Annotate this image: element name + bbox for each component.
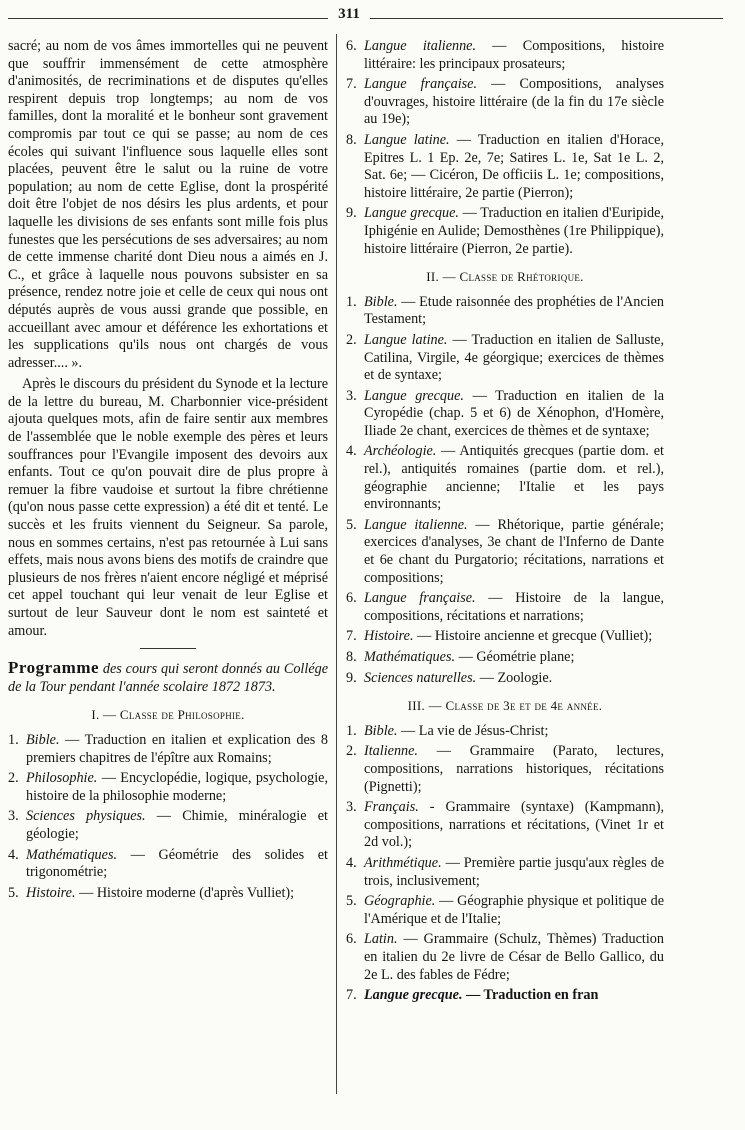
list-item: 1. Bible. — Traduction en italien et explication des 8 premiers chapitres de l'épître aux Romains; [8, 731, 328, 766]
list-item: 2. Langue latine. — Traduction en italien de Salluste, Catilina, Virgile, 4e géorgique; exercices de thèmes et de syntaxe; [346, 331, 664, 384]
list-item: 5. Géographie. — Géographie physique et politique de l'Amérique et de l'Italie; [346, 893, 664, 927]
list-item: 1. Bible. — La vie de Jésus-Christ; [346, 722, 549, 739]
list-item: 3. Français. - Grammaire (syntaxe) (Kampmann), compositions, narrations et récitations, (Vinet 1r et 2d vol.); [346, 799, 664, 851]
right-column [346, 38, 664, 1008]
philosophie-list-continued [346, 38, 664, 258]
programme-heading [8, 659, 328, 696]
list-item: 7. Langue française. — Compositions, analyses d'ouvrages, histoire littéraire (de la fin du 17e siècle au 19e); [346, 76, 664, 128]
list-item: 6. Latin. — Grammaire (Schulz, Thèmes) Traduction en italien du 2e livre de César de Bello Gallico, du 2e L. des fables de Fédre; [346, 931, 664, 983]
narrative-paragraph: Après le discours du président du Synode et la lecture de la lettre du bureau, M. Charbonnier vice-président ajouta quelques mots, afin de faire sentir aux membres de l'assemblée que le noble exemple des pères et leurs souffrances pour l'Evangile imposent des devoirs aux enfants. Tout ce qu'on pouvait dire de plus propre à remuer la fibre vaudoise et surtout la fibre chrétienne (qu'on nous passe cette expression) a été dit et tenté. Le succès et les fruits viennent du Seigneur. Sa parole, nous en sommes certains, n'est pas retournée à Lui sans effets, mais nous avons biens des motifs de craindre que plusieurs de nos frères n'aient encore négligé et méprisé cet appel touchant qui leur venait de leur Eglise et surtout de leur Sauveur dont le nom est sainteté et amour. [8, 376, 328, 639]
section-heading-rhetorique: II. — Classe de Rhétorique. [426, 269, 584, 285]
header-rule-left [8, 18, 328, 19]
classe-3e-4e-list [346, 723, 664, 1005]
list-item: 9. Langue grecque. — Traduction en italien d'Euripide, Iphigénie en Aulide; Demosthènes (1re Philippique), histoire littéraire (Pierron, 2e partie). [346, 205, 664, 257]
section-separator [140, 648, 196, 649]
list-item: 7. Histoire. — Histoire ancienne et grecque (Vulliet); [346, 628, 653, 645]
list-item: 8. Langue latine. — Traduction en italien d'Horace, Epitres L. 1 Ep. 2e, 7e; Satires L. 1e, Sat 1e L. 2, Sat. 6e; — Cicéron, De officiis L. 1e; compositions, histoire littéraire, 2e partie (Pierron); [346, 131, 664, 201]
list-item: 6. Langue française. — Histoire de la langue, compositions, récitations et narrations; [346, 590, 664, 624]
list-item: 3. Sciences physiques. — Chimie, minéralogie et géologie; [8, 808, 328, 842]
rhetorique-list [346, 294, 664, 687]
programme-word: Programme [8, 658, 100, 678]
section-heading-3e-4e: III. — Classe de 3e et de 4e année. [407, 698, 603, 714]
list-item: 4. Archéologie. — Antiquités grecques (partie dom. et rel.), antiquités romaines (partie dom. et rel.), géographie ancienne; l'Italie et les pays environnants; [346, 443, 664, 513]
list-item: 2. Philosophie. — Encyclopédie, logique, psychologie, histoire de la philosophie moderne; [8, 770, 328, 804]
list-item: 2. Italienne. — Grammaire (Parato, lectures, compositions, narrations historiques, récitations (Pignetti); [346, 743, 664, 795]
section-heading-philosophie: I. — Classe de Philosophie. [91, 707, 245, 723]
list-item: 6. Langue italienne. — Compositions, histoire littéraire: les principaux prosateurs; [346, 38, 664, 72]
list-item: 4. Arithmétique. — Première partie jusqu'aux règles de trois, inclusivement; [346, 854, 664, 889]
list-item: 3. Langue grecque. — Traduction en italien de la Cyropédie (chap. 5 et 6) de Xénophon, d'Homère, Iliade 2e chant, exercices de thèmes et de syntaxe; [346, 387, 664, 439]
page-header [8, 6, 723, 28]
header-rule-right [370, 18, 723, 19]
page-number: 311 [338, 6, 360, 22]
list-item: 5. Langue italienne. — Rhétorique, partie générale; exercices d'analyses, 3e chant de l'Inferno de Dante et 6e chant du Purgatorio; récitations, narrations et compositions; [346, 516, 664, 586]
list-item: 5. Histoire. — Histoire moderne (d'après Vulliet); [8, 884, 295, 901]
list-item: 1. Bible. — Etude raisonnée des prophéties de l'Ancien Testament; [346, 293, 664, 328]
list-item: 9. Sciences naturelles. — Zoologie. [346, 669, 553, 686]
list-item: 7. Langue grecque. — Traduction en fran [346, 987, 599, 1004]
list-item: 8. Mathématiques. — Géométrie plane; [346, 649, 575, 665]
left-column [8, 38, 328, 905]
list-item: 4. Mathématiques. — Géométrie des solides et trigonométrie; [8, 846, 328, 881]
column-divider [336, 34, 337, 1094]
philosophie-list [8, 732, 328, 902]
letter-continuation: sacré; au nom de vos âmes immortelles qui ne peuvent que souffrir immensément de cette atmosphère d'animosités, de recriminations et de disputes qu'elles respirent depuis trop longtemps; au nom de vos familles, dont la moralité et le bonheur sont gravement compromis par tout ce qui se passe; au nom de ces écoles qui suivant l'influence sous laquelle elles sont placées, peuvent être le salut ou la ruine de votre population; au nom de cette Eglise, dont la prospérité doit être l'objet de nos désirs les plus ardents, et pour laquelle les divisions de ses enfants sont mille fois plus funestes que les persécutions de ses adversaires; au nom de cette immense charité dont Dieu nous a aimés en J. C., et grâce à laquelle nous pouvons subsister en sa présence, rendez notre joie et celle de ceux qui nous ont députés auprès de vous aussi grande que possible, en accueillant avec amour et déférence les exhortations et les supplications qu'ils nous ont chargés de vous adresser.... ». [8, 38, 328, 371]
programme-title: des cours qui seront donnés au Collége de la Tour pendant l'année scolaire 1872 1873. [8, 661, 329, 695]
